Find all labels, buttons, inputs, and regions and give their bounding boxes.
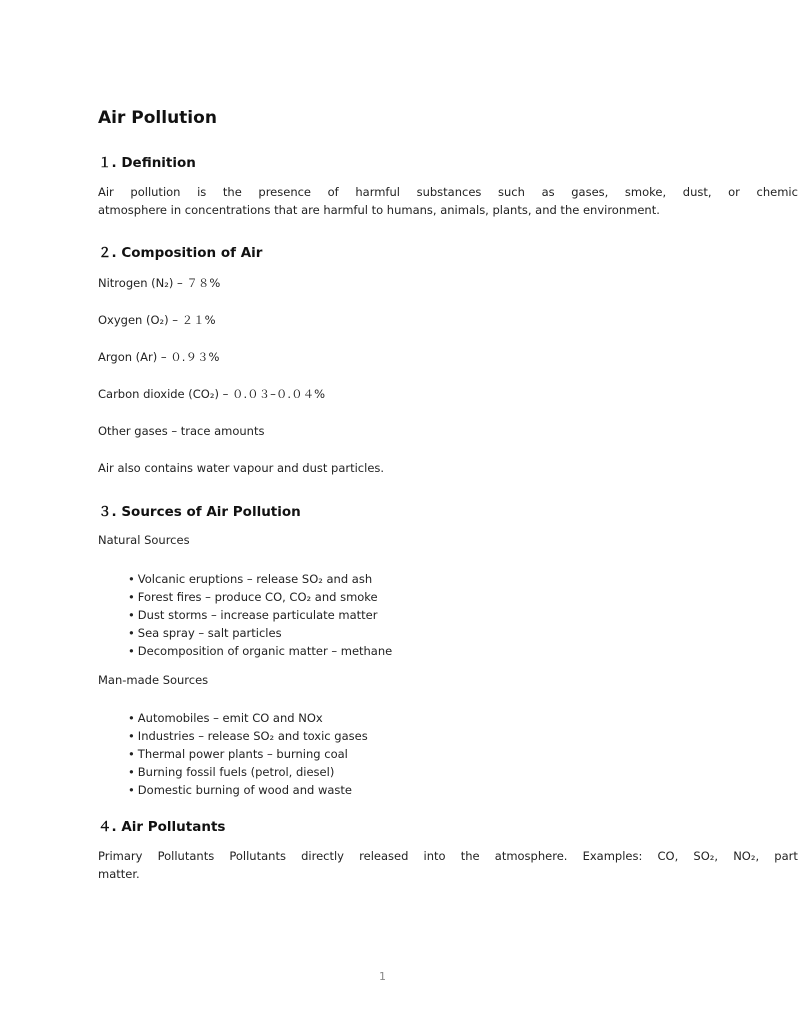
composition-note: Air also contains water vapour and dust particles. xyxy=(98,461,385,475)
definition-word: or xyxy=(728,185,740,199)
pollutants-heading: ４. Air Pollutants xyxy=(98,819,226,835)
list-item: • Domestic burning of wood and waste xyxy=(128,783,352,797)
definition-word: chemic xyxy=(756,185,798,199)
manmade-sources-label: Man-made Sources xyxy=(98,673,209,687)
pollutants-word: the xyxy=(460,849,480,863)
definition-word: such xyxy=(498,185,525,199)
definition-heading: １. Definition xyxy=(98,155,196,171)
list-item: • Industries – release SO₂ and toxic gases xyxy=(128,729,368,743)
composition-argon: Argon (Ar) – ０.９３% xyxy=(98,350,220,364)
list-item: • Sea spray – salt particles xyxy=(128,626,282,640)
composition-oxygen: Oxygen (O₂) – ２１% xyxy=(98,313,216,327)
composition-heading: ２. Composition of Air xyxy=(98,245,263,261)
pollutants-paragraph xyxy=(98,847,798,883)
manmade-sources-list xyxy=(128,709,368,799)
composition-carbon-dioxide: Carbon dioxide (CO₂) – ０.０３–０.０４% xyxy=(98,387,326,401)
definition-paragraph xyxy=(98,183,798,219)
list-item: • Volcanic eruptions – release SO₂ and ash xyxy=(128,572,373,586)
pollutants-word: SO₂, xyxy=(693,849,719,863)
sources-heading: ３. Sources of Air Pollution xyxy=(98,504,301,520)
pollutants-word: released xyxy=(359,849,409,863)
definition-word: of xyxy=(327,185,339,199)
pollutants-word: Pollutants xyxy=(229,849,286,863)
definition-word: Air xyxy=(98,185,114,199)
pollutants-line-2: matter. xyxy=(98,867,140,881)
page-title: Air Pollution xyxy=(98,108,217,128)
pollutants-word: CO, xyxy=(657,849,679,863)
definition-line-2: atmosphere in concentrations that are harmful to humans, animals, plants, and the environment. xyxy=(98,203,660,217)
pollutants-word: directly xyxy=(301,849,344,863)
page-number: 1 xyxy=(379,970,386,983)
definition-word: dust, xyxy=(682,185,712,199)
definition-word: substances xyxy=(416,185,482,199)
pollutants-word: Primary xyxy=(98,849,143,863)
definition-word: harmful xyxy=(355,185,400,199)
composition-nitrogen: Nitrogen (N₂) – ７８% xyxy=(98,276,221,290)
pollutants-word: NO₂, xyxy=(733,849,760,863)
pollutants-word: atmosphere. xyxy=(494,849,568,863)
definition-word: gases, xyxy=(571,185,609,199)
definition-word: as xyxy=(541,185,555,199)
definition-line-1 xyxy=(98,183,798,201)
list-item: • Thermal power plants – burning coal xyxy=(128,747,348,761)
definition-word: presence xyxy=(258,185,312,199)
list-item: • Burning fossil fuels (petrol, diesel) xyxy=(128,765,335,779)
definition-word: is xyxy=(197,185,207,199)
pollutants-word: Examples: xyxy=(582,849,643,863)
natural-sources-label: Natural Sources xyxy=(98,533,190,547)
list-item: • Automobiles – emit CO and NOx xyxy=(128,711,323,725)
pollutants-word: into xyxy=(423,849,446,863)
definition-word: smoke, xyxy=(624,185,667,199)
list-item: • Dust storms – increase particulate matter xyxy=(128,608,378,622)
pollutants-word: Pollutants xyxy=(157,849,215,863)
composition-other-gases: Other gases – trace amounts xyxy=(98,424,265,438)
definition-word: the xyxy=(222,185,242,199)
natural-sources-list xyxy=(128,570,392,660)
list-item: • Decomposition of organic matter – methane xyxy=(128,644,393,658)
pollutants-word: part xyxy=(774,849,798,863)
definition-word: pollution xyxy=(130,185,181,199)
list-item: • Forest fires – produce CO, CO₂ and smoke xyxy=(128,590,378,604)
pollutants-line-1 xyxy=(98,847,798,865)
